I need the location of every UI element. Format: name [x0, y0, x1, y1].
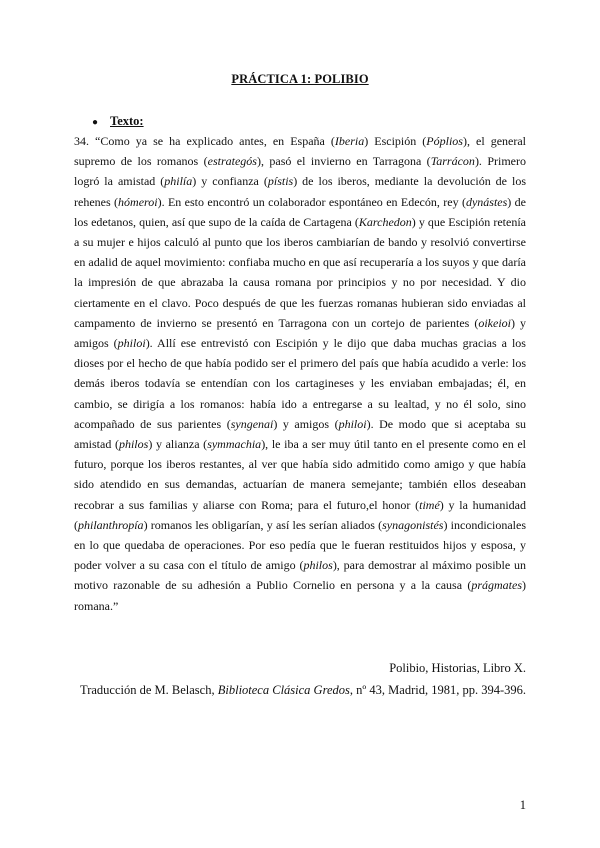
- italic-term: Iberia: [334, 134, 365, 148]
- italic-term: synagonistés: [382, 517, 444, 532]
- text-run: ), el general supremo de los romanos (: [74, 134, 527, 169]
- text-run: ), para demostrar al máximo posible un motivo razonable de su adhesión a Publio Cornelio en persona y a la causa (: [74, 558, 527, 593]
- italic-term: hómeroi: [118, 194, 158, 209]
- text-run: ) y amigos (: [273, 416, 339, 431]
- italic-term: philía: [164, 174, 193, 189]
- italic-term: oikeioi: [478, 315, 511, 330]
- section-heading: [92, 114, 144, 129]
- text-run: ) romanos les obligarían, y así les serían aliados (: [143, 517, 383, 532]
- text-run: , nº 43, Madrid, 1981, pp. 394-396.: [349, 683, 526, 697]
- text-run: ) y alianza (: [148, 437, 208, 452]
- page-number: 1: [519, 798, 526, 812]
- text-run: ). De modo que si aceptaba su amistad (: [74, 416, 526, 452]
- text-run: 34. “Como ya se ha explicado antes, en España (: [74, 134, 335, 148]
- text-run: ) y confianza (: [192, 174, 268, 189]
- text-run: ) Escipión (: [364, 134, 427, 148]
- italic-term: Póplios: [426, 134, 463, 148]
- text-run: ). Allí ese entrevistó con Escipión y le dijo que daba muchas gracias a los dioses por el hecho de que había podido ser el primero del país que había acudido a verle: los demás iberos todavía se entendían con los cartagineses y les enviaban embajadas; él, en cambio, se dirigía a los romanos: había ido a entregarse a su lealtad, y no él solo, sino acompañado de sus parientes (: [74, 336, 526, 431]
- italic-term: Tarrácon: [430, 154, 475, 169]
- text-run: ) y amigos (: [74, 315, 526, 351]
- text-run: ) romana.”: [74, 578, 526, 613]
- italic-term: estrategós: [207, 154, 257, 169]
- italic-term: pístis: [267, 174, 294, 189]
- bullet-icon: ●: [92, 117, 99, 128]
- italic-term: philoi: [338, 416, 367, 431]
- text-run: Traducción de M. Belasch,: [80, 683, 218, 697]
- italic-term: Karchedon: [358, 214, 412, 229]
- italic-term: philoi: [117, 336, 146, 351]
- italic-term: philos: [303, 558, 333, 573]
- text-run: ) de los iberos, mediante la devolución de los rehenes (: [74, 174, 526, 209]
- text-run: ), pasó el invierno en Tarragona (: [256, 154, 431, 169]
- text-run: ), le iba a ser muy útil tanto en el presente como en el futuro, porque los iberos restantes, al ver que había sido admitido como amigo y que había sido atendido en sus demandas, actuarían de manera semejante; también ellos deseaban recobrar a sus familias y aliarse con Roma; para el futuro,el honor (: [74, 437, 527, 512]
- text-run: ) y que Escipión retenía a su mujer e hijos calculó al punto que los iberos cambiarían de bando y resolvió convertirse en adalid de aquel movimiento: confiaba mucho en que así recuperaría a los suyos y que daría la impresión de que abrazaba la causa romana por principios y no por necesidad. Y dio ciertamente en el clavo. Poco después de que les fuerzas romanas hubieran sido enviadas al campamento de invierno se presentó en Tarragona con un cortejo de parientes (: [74, 214, 526, 330]
- text-run: ). Primero logró la amistad (: [74, 154, 527, 189]
- italic-term: prágmates: [471, 578, 522, 593]
- text-run: ) y la humanidad (: [74, 497, 526, 532]
- section-label: Texto:: [110, 114, 144, 128]
- translation-citation: [80, 683, 526, 698]
- page-title: PRÁCTICA 1: POLIBIO: [231, 72, 369, 86]
- body-paragraph: [74, 131, 526, 616]
- italic-term: philos: [118, 437, 149, 452]
- italic-term: dynástes: [465, 194, 508, 209]
- italic-term: syngenai: [230, 416, 274, 431]
- source-citation: Polibio, Historias, Libro X.: [389, 661, 526, 675]
- italic-term: symmachia: [207, 437, 262, 452]
- text-run: ) incondicionales en lo que quedaba de operaciones. Por eso pedía que le fueran restituidos hijos y esposa, y poder volver a su casa con el título de amigo (: [74, 517, 526, 573]
- italic-term: philanthropía: [78, 517, 144, 532]
- italic-book-title: Biblioteca Clásica Gredos: [217, 683, 350, 697]
- italic-term: timé: [419, 497, 440, 512]
- text-run: ). En esto encontró un colaborador espontáneo en Edecón, rey (: [157, 194, 466, 209]
- text-run: ) de los edetanos, quien, así que supo de la caída de Cartagena (: [74, 194, 527, 229]
